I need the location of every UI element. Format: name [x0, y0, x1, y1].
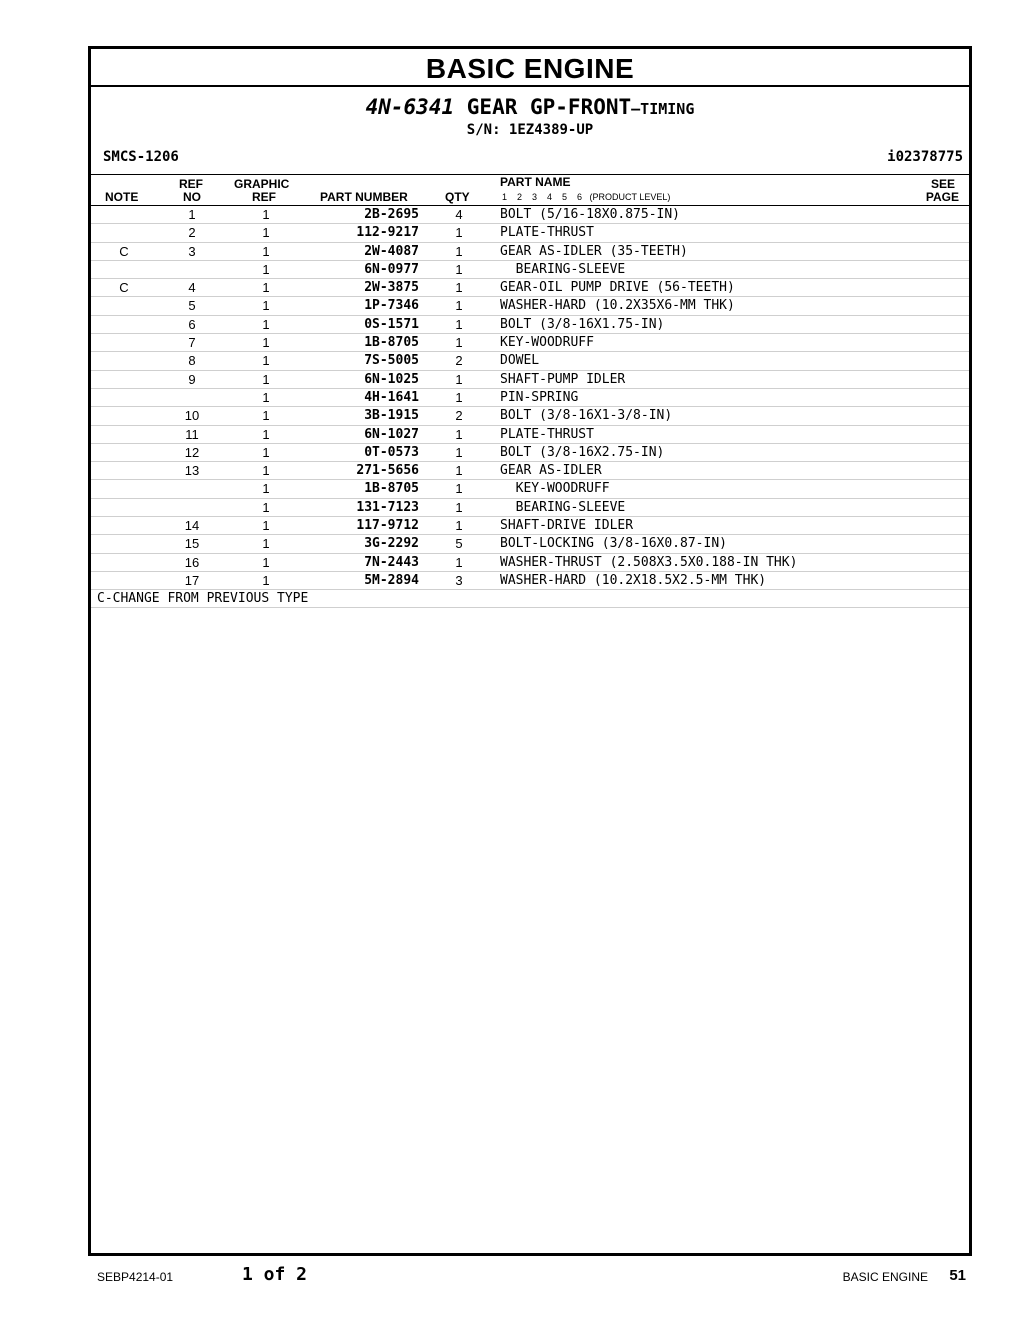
col-see-top: SEE — [930, 177, 955, 191]
ref-no-cell: 15 — [184, 536, 200, 552]
smcs-code: SMCS-1206 — [103, 149, 179, 165]
ref-no-cell: 5 — [188, 298, 196, 314]
table-row — [91, 462, 969, 480]
graphic-ref-cell: 1 — [262, 426, 270, 442]
part-number-cell: 131-7123 — [356, 499, 419, 515]
col-product-level: 1 2 3 4 5 6 (PRODUCT LEVEL) — [502, 192, 671, 202]
table-row — [91, 554, 969, 572]
qty-cell: 1 — [455, 481, 463, 497]
part-number-cell: 0S-1571 — [364, 316, 419, 332]
ref-no-cell: 11 — [185, 426, 199, 442]
graphic-ref-cell: 1 — [262, 207, 270, 222]
ref-no-cell: 7 — [188, 335, 196, 351]
graphic-ref-cell: 1 — [262, 261, 270, 277]
table-row — [91, 224, 969, 242]
part-name-cell: WASHER-HARD (10.2X35X6-MM THK) — [500, 298, 735, 314]
part-name-cell: KEY-WOODRUFF — [500, 335, 594, 351]
qty-cell: 1 — [455, 444, 463, 460]
part-name-cell: BEARING-SLEEVE — [500, 261, 626, 277]
part-name-cell: GEAR AS-IDLER — [500, 463, 602, 479]
group-name: GEAR GP-FRONT — [466, 95, 632, 119]
part-number-cell: 271-5656 — [356, 463, 419, 479]
part-number-cell: 2W-4087 — [364, 243, 419, 259]
col-part-name: PART NAME — [500, 175, 571, 189]
table-row — [91, 572, 969, 590]
qty-cell: 1 — [455, 298, 463, 314]
part-name-cell: BOLT-LOCKING (3/8-16X0.87-IN) — [500, 536, 727, 552]
qty-cell: 1 — [455, 389, 463, 405]
graphic-ref-cell: 1 — [262, 389, 270, 405]
qty-cell: 1 — [455, 335, 463, 351]
qty-cell: 1 — [455, 243, 463, 259]
qty-cell: 1 — [455, 463, 463, 479]
ref-no-cell: 4 — [188, 280, 196, 296]
ref-no-cell: 17 — [184, 572, 200, 588]
parts-page-frame — [88, 46, 972, 1256]
qty-cell: 4 — [455, 207, 463, 222]
ref-no-cell: 12 — [184, 444, 200, 460]
part-name-cell: WASHER-THRUST (2.508X3.5X0.188-IN THK) — [500, 554, 798, 570]
ref-no-cell: 2 — [188, 225, 196, 241]
graphic-ref-cell: 1 — [262, 298, 270, 314]
table-header — [91, 174, 969, 206]
part-number-cell: 6N-1025 — [364, 371, 419, 387]
section-title: BASIC ENGINE — [91, 49, 969, 87]
part-name-cell: BOLT (3/8-16X2.75-IN) — [500, 444, 665, 460]
table-row — [91, 389, 969, 407]
part-name-cell: BEARING-SLEEVE — [500, 499, 626, 515]
part-number-cell: 7N-2443 — [364, 554, 419, 570]
table-row — [91, 444, 969, 462]
page-footer — [0, 1262, 1020, 1292]
qty-cell: 1 — [455, 280, 463, 296]
graphic-ref-cell: 1 — [262, 316, 270, 332]
graphic-ref-cell: 1 — [262, 335, 270, 351]
part-name-cell: PLATE-THRUST — [500, 426, 594, 442]
qty-cell: 2 — [455, 408, 463, 424]
note-cell: C — [119, 280, 129, 296]
ref-no-cell: 10 — [184, 408, 200, 424]
graphic-ref-cell: 1 — [262, 225, 270, 241]
part-name-cell: PLATE-THRUST — [500, 225, 594, 241]
graphic-ref-cell: 1 — [262, 353, 270, 369]
footer-doc-id: SEBP4214-01 — [97, 1270, 174, 1284]
qty-cell: 1 — [455, 225, 463, 241]
part-number-cell: 6N-1027 — [364, 426, 419, 442]
part-number-cell: 1B-8705 — [364, 481, 419, 497]
part-number-cell: 7S-5005 — [364, 353, 419, 369]
group-subname: —TIMING — [631, 100, 695, 118]
col-qty: QTY — [445, 190, 470, 204]
group-title — [91, 95, 969, 121]
table-row — [91, 316, 969, 334]
part-number-cell: 0T-0573 — [364, 444, 419, 460]
ref-no-cell: 8 — [188, 353, 196, 369]
table-row — [91, 426, 969, 444]
graphic-ref-cell: 1 — [262, 463, 270, 479]
qty-cell: 3 — [455, 572, 463, 588]
graphic-ref-cell: 1 — [262, 444, 270, 460]
footer-page-of: 1 of 2 — [242, 1264, 308, 1285]
col-note: NOTE — [105, 190, 139, 204]
qty-cell: 1 — [455, 316, 463, 332]
part-number-cell: 5M-2894 — [364, 572, 419, 588]
table-row — [91, 535, 969, 553]
qty-cell: 1 — [455, 371, 463, 387]
ref-no-cell: 3 — [188, 243, 196, 259]
part-name-cell: BOLT (3/8-16X1-3/8-IN) — [500, 408, 673, 424]
table-row — [91, 279, 969, 297]
table-row — [91, 407, 969, 425]
ref-no-cell: 14 — [184, 518, 200, 534]
part-name-cell: DOWEL — [500, 353, 540, 369]
footnote: C-CHANGE FROM PREVIOUS TYPE — [91, 590, 969, 608]
part-number-cell: 3G-2292 — [364, 536, 419, 552]
col-ref-top: REF — [179, 177, 203, 191]
serial-number: S/N: 1EZ4389-UP — [466, 122, 594, 138]
part-number-cell: 112-9217 — [356, 225, 419, 241]
part-name-cell: GEAR-OIL PUMP DRIVE (56-TEETH) — [500, 280, 735, 296]
part-name-cell: GEAR AS-IDLER (35-TEETH) — [500, 243, 688, 259]
qty-cell: 5 — [455, 536, 463, 552]
parts-list — [91, 206, 969, 608]
col-gref-bottom: REF — [252, 190, 276, 204]
table-row — [91, 517, 969, 535]
footer-page-number: 51 — [949, 1267, 966, 1284]
part-name-cell: KEY-WOODRUFF — [500, 481, 610, 497]
note-cell: C — [119, 243, 129, 259]
col-gref-top: GRAPHIC — [234, 177, 290, 191]
table-row — [91, 243, 969, 261]
part-name-cell: BOLT (3/8-16X1.75-IN) — [500, 316, 665, 332]
group-part-number: 4N-6341 — [365, 95, 455, 119]
ref-no-cell: 13 — [184, 463, 200, 479]
part-number-cell: 2W-3875 — [364, 280, 419, 296]
table-row — [91, 297, 969, 315]
part-number-cell: 2B-2695 — [364, 207, 419, 222]
part-name-cell: SHAFT-DRIVE IDLER — [500, 518, 634, 534]
col-ref-bottom: NO — [183, 190, 201, 204]
part-name-cell: BOLT (5/16-18X0.875-IN) — [500, 207, 681, 222]
ref-no-cell: 9 — [188, 371, 196, 387]
table-row — [91, 499, 969, 517]
footer-section: BASIC ENGINE — [842, 1270, 928, 1284]
graphic-ref-cell: 1 — [262, 572, 270, 588]
table-row — [91, 334, 969, 352]
part-number-cell: 6N-0977 — [364, 261, 419, 277]
graphic-ref-cell: 1 — [262, 243, 270, 259]
part-number-cell: 1B-8705 — [364, 335, 419, 351]
table-row — [91, 480, 969, 498]
part-name-cell: PIN-SPRING — [500, 389, 579, 405]
col-see-bottom: PAGE — [925, 190, 959, 204]
ref-no-cell: 1 — [188, 207, 196, 222]
part-name-cell: SHAFT-PUMP IDLER — [500, 371, 626, 387]
table-row — [91, 261, 969, 279]
qty-cell: 1 — [455, 426, 463, 442]
qty-cell: 1 — [455, 261, 463, 277]
qty-cell: 1 — [455, 554, 463, 570]
graphic-ref-cell: 1 — [262, 371, 270, 387]
ref-no-cell: 16 — [184, 554, 200, 570]
part-name-cell: WASHER-HARD (10.2X18.5X2.5-MM THK) — [500, 572, 767, 588]
table-row — [91, 206, 969, 224]
graphic-ref-cell: 1 — [262, 481, 270, 497]
graphic-ref-cell: 1 — [262, 280, 270, 296]
col-part-number: PART NUMBER — [320, 190, 408, 204]
illustration-id: i02378775 — [887, 149, 963, 165]
table-row — [91, 352, 969, 370]
graphic-ref-cell: 1 — [262, 408, 270, 424]
ref-no-cell: 6 — [188, 316, 196, 332]
graphic-ref-cell: 1 — [262, 536, 270, 552]
table-row — [91, 371, 969, 389]
part-number-cell: 4H-1641 — [364, 389, 419, 405]
graphic-ref-cell: 1 — [262, 554, 270, 570]
qty-cell: 2 — [455, 353, 463, 369]
graphic-ref-cell: 1 — [262, 518, 270, 534]
part-number-cell: 117-9712 — [356, 518, 419, 534]
part-number-cell: 1P-7346 — [364, 298, 419, 314]
graphic-ref-cell: 1 — [262, 499, 270, 515]
qty-cell: 1 — [455, 499, 463, 515]
qty-cell: 1 — [455, 518, 463, 534]
part-number-cell: 3B-1915 — [364, 408, 419, 424]
